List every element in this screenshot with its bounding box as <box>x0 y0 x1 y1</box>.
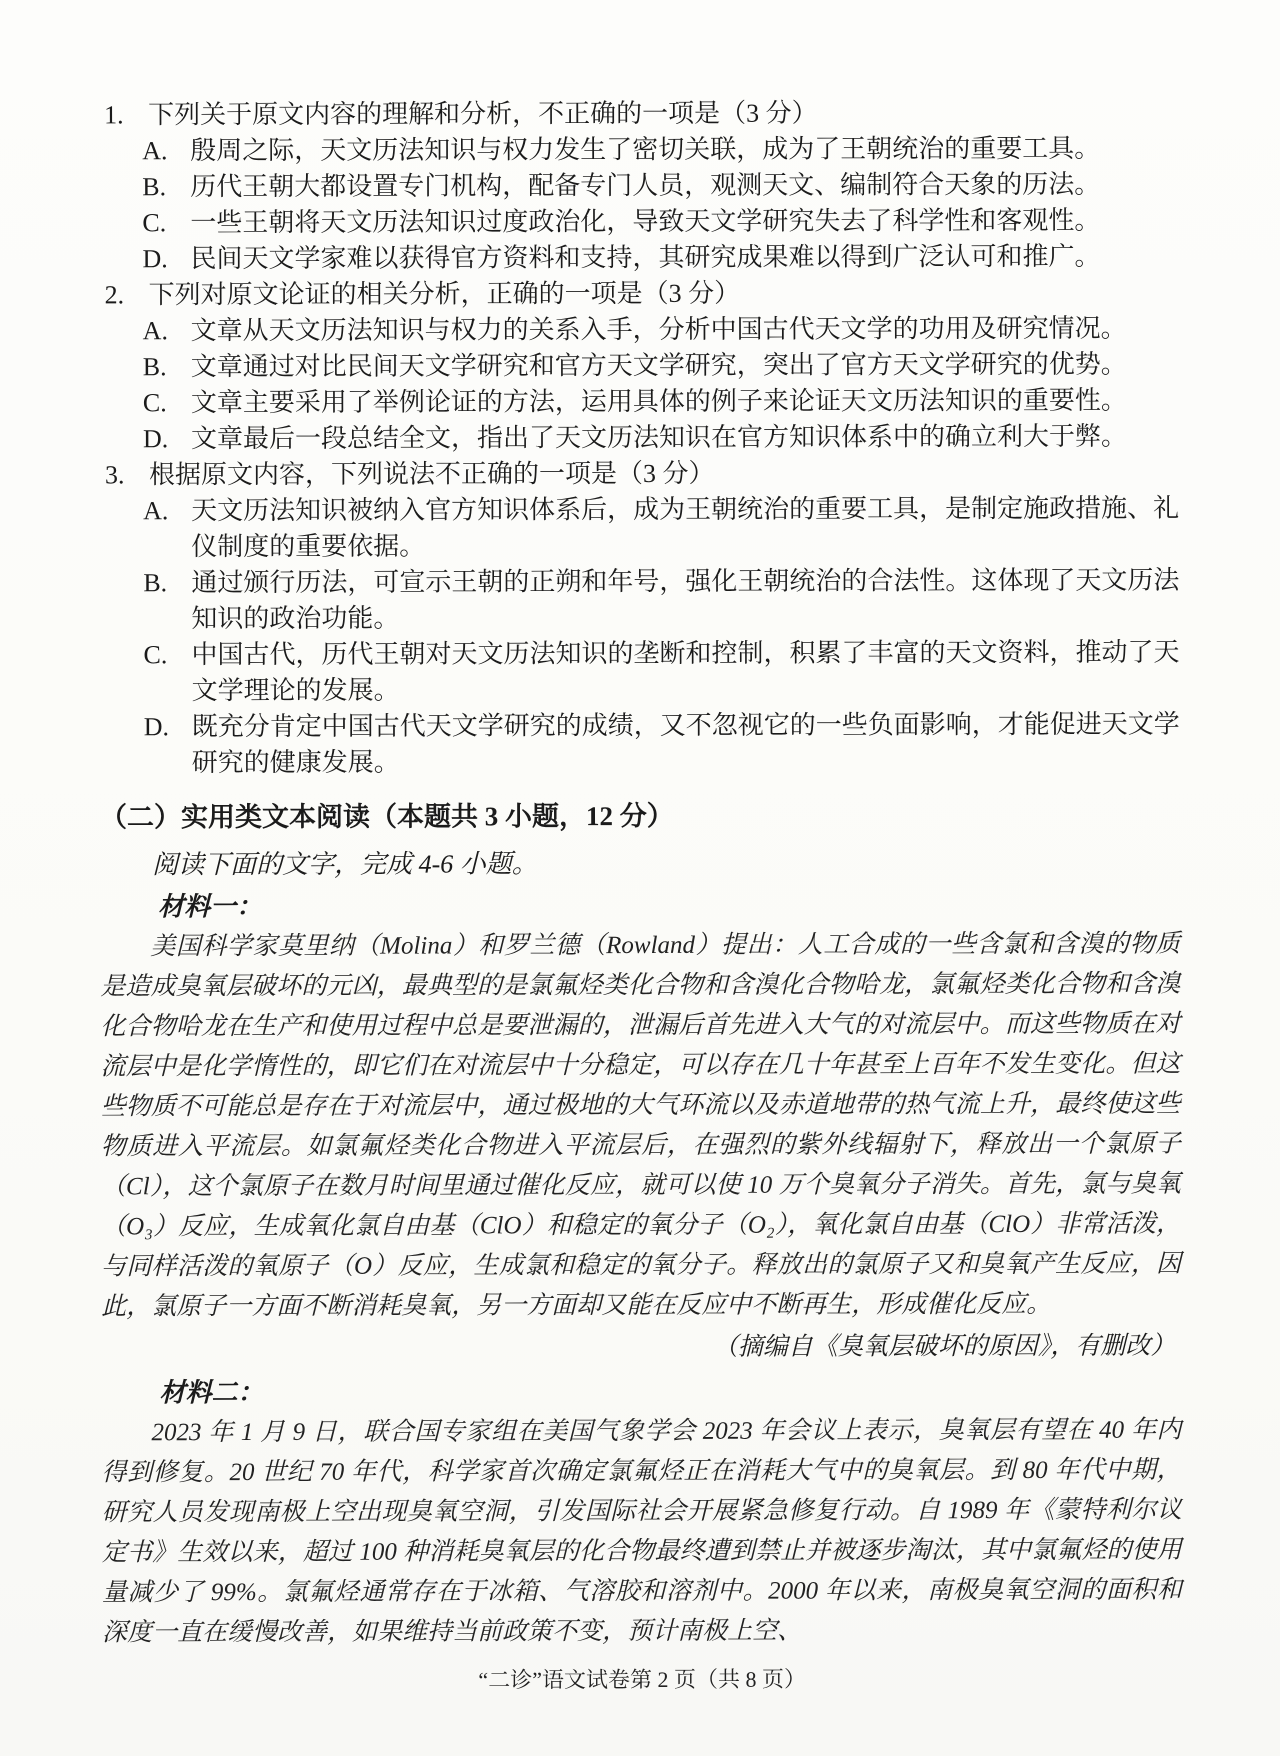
question-3 <box>99 455 1180 782</box>
question-2-option-d <box>99 419 1179 458</box>
question-2-stem <box>99 275 1179 314</box>
option-label: B. <box>142 172 167 202</box>
option-label: A. <box>143 496 169 526</box>
material-2-label: 材料二： <box>159 1377 264 1408</box>
question-3-option-d <box>100 707 1180 782</box>
question-1-option-c <box>98 203 1178 242</box>
option-label: D. <box>142 244 168 274</box>
question-2-option-c <box>99 383 1179 422</box>
option-label: D. <box>142 424 169 454</box>
question-2 <box>99 275 1179 458</box>
question-3-option-b <box>99 563 1179 638</box>
question-3-stem <box>99 455 1179 494</box>
material-1-label: 材料一： <box>158 891 263 922</box>
question-2-option-b <box>99 347 1179 386</box>
option-text: 文章最后一段总结全文，指出了天文历法知识在官方知识体系中的确立利大于弊。 <box>190 421 1127 454</box>
option-text: 文章从天文历法知识与权力的关系入手，分析中国古代天文学的功用及研究情况。 <box>190 313 1127 346</box>
option-text: 中国古代，历代王朝对天文历法知识的垄断和控制，积累了丰富的天文资料，推动了天文学理论的发展。 <box>191 637 1180 706</box>
option-text: 殷周之际，天文历法知识与权力发生了密切关联，成为了王朝统治的重要工具。 <box>190 133 1101 166</box>
option-label: B. <box>143 568 168 598</box>
question-stem-text: 根据原文内容，下列说法不正确的一项是（3 分） <box>148 458 715 490</box>
question-number: 3. <box>104 460 125 490</box>
option-text: 一些王朝将天文历法知识过度政治化，导致天文学研究失去了科学性和客观性。 <box>190 205 1101 238</box>
option-text: 文章主要采用了举例论证的方法，运用具体的例子来论证天文历法知识的重要性。 <box>190 385 1127 418</box>
question-number: 1. <box>104 100 124 130</box>
option-label: C. <box>142 208 167 238</box>
material-2-text: 2023 年 1 月 9 日，联合国专家组在美国气象学会 2023 年会议上表示，臭氧层有望在 40 年内得到修复。20 世纪 70 年代，科学家首次确定氯氟烃正在消耗大气中的臭氧层。到 80 年代中期，研究人员发现南极上空出现臭氧空洞，引发国际社会开展紧急修复行动。自 1989 年《蒙特利尔议定书》生效以来，超过 100 种消耗臭氧层的化合物最终遭到禁止并被逐步淘汰，其中氯氟烃的使用量减少了 99%。氯氟烃通常存在于冰箱、气溶胶和溶剂中。2000 年以来，南极臭氧空洞的面积和深度一直在缓慢改善，如果维持当前政策不变，预计南极上空、 <box>101 1416 1182 1647</box>
question-1 <box>98 95 1178 278</box>
option-label: A. <box>142 136 168 166</box>
question-3-option-a <box>99 491 1179 566</box>
question-1-option-b <box>98 167 1178 206</box>
material-1-source: （摘编自《臭氧层破坏的原因》，有删改） <box>712 1332 1176 1361</box>
question-stem-text: 下列对原文论证的相关分析，正确的一项是（3 分） <box>148 278 741 310</box>
page-number-text: “二诊”语文试卷第 2 页（共 8 页） <box>478 1666 806 1693</box>
section-heading: （二）实用类文本阅读（本题共 3 小题，12 分） <box>99 800 674 833</box>
option-text: 民间天文学家难以获得官方资料和支持，其研究成果难以得到广泛认可和推广。 <box>190 241 1101 274</box>
question-number: 2. <box>104 280 125 310</box>
option-text: 天文历法知识被纳入官方知识体系后，成为王朝统治的重要工具，是制定施政措施、礼仪制度的重要依据。 <box>191 493 1180 562</box>
question-1-stem <box>98 95 1178 134</box>
question-2-option-a <box>99 311 1179 350</box>
option-label: A. <box>142 316 168 346</box>
option-label: C. <box>143 640 168 670</box>
question-3-option-c <box>99 635 1179 710</box>
multiple-choice-section <box>98 95 1180 782</box>
option-label: B. <box>142 352 167 382</box>
question-1-option-d <box>98 239 1178 278</box>
option-label: D. <box>143 712 170 742</box>
question-1-option-a <box>98 131 1178 170</box>
option-text: 历代王朝大都设置专门机构，配备专门人员，观测天文、编制符合天象的历法。 <box>190 169 1101 202</box>
page-footer <box>102 1665 1182 1696</box>
option-text: 文章通过对比民间天文学研究和官方天文学研究，突出了官方天文学研究的优势。 <box>190 349 1127 382</box>
option-text: 通过颁行历法，可宣示王朝的正朔和年号，强化王朝统治的合法性。这体现了天文历法知识的政治功能。 <box>191 565 1180 634</box>
option-text: 既充分肯定中国古代天文学研究的成绩，又不忽视它的一些负面影响，才能促进天文学研究的健康发展。 <box>191 709 1180 778</box>
scanned-exam-page <box>98 0 1182 1695</box>
option-label: C. <box>142 388 167 418</box>
material-1-text: 美国科学家莫里纳（Molina）和罗兰德（Rowland）提出：人工合成的一些含氯和含溴的物质是造成臭氧层破坏的元凶，最典型的是氯氟烃类化合物和含溴化合物哈龙，氯氟烃类化合物和含溴化合物哈龙在生产和使用过程中总是要泄漏的，泄漏后首先进入大气的对流层中。而这些物质在对流层中是化学惰性的，即它们在对流层中十分稳定，可以存在几十年甚至上百年不发生变化。但这些物质不可能总是存在于对流层中，通过极地的大气环流以及赤道地带的热气流上升，最终使这些物质进入平流层。如氯氟烃类化合物进入平流层后，在强烈的紫外线辐射下，释放出一个氯原子（Cl），这个氯原子在数月时间里通过催化反应，就可以使 10 万个臭氧分子消失。首先，氯与臭氧（O₃）反应，生成氧化氯自由基（ClO）和稳定的氧分子（O₂），氧化氯自由基（ClO）非常活泼，与同样活泼的氧原子（O）反应，生成氯和稳定的氧分子。释放出的氯原子又和臭氧产生反应，因此，氯原子一方面不断消耗臭氧，另一方面却又能在反应中不断再生，形成催化反应。 <box>100 930 1182 1321</box>
reading-intro: 阅读下面的文字，完成 4-6 小题。 <box>152 849 538 880</box>
question-stem-text: 下列关于原文内容的理解和分析，不正确的一项是（3 分） <box>148 98 818 130</box>
practical-reading-section <box>100 795 1182 1654</box>
